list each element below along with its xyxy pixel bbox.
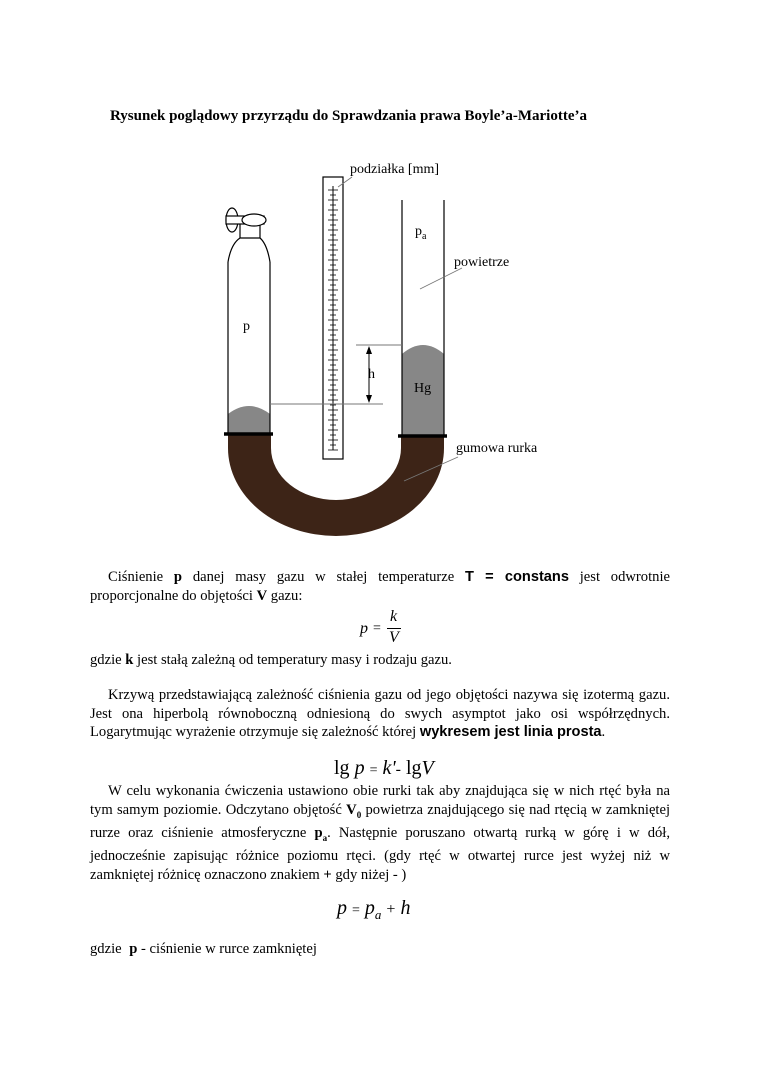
equation-p-equals-pa-plus-h: $p = p_a + h$ (337, 897, 411, 922)
atmospheric-pressure-label: $p_a$ (415, 224, 427, 242)
paragraph-boyle-law: Ciśnienie p danej masy gazu w stałej temperaturze T = constans jest odwrotnie proporcjonalne do objętości V gazu: (90, 569, 670, 604)
air-leader (420, 268, 462, 289)
figure-title: Rysunek poglądowy przyrządu do Sprawdzania prawa Boyle’a-Mariotte’a (110, 108, 587, 124)
air-label: powietrze (454, 255, 510, 270)
mercury-label: Hg (414, 381, 432, 396)
mercury-left (228, 406, 270, 434)
paragraph-k-definition: gdzie k jest stałą zależną od temperatury masy i rodzaju gazu. (90, 652, 452, 668)
scale-label: podziałka [mm] (350, 162, 440, 177)
paragraph-isotherm: Krzywą przedstawiającą zależność ciśnienia gazu od jego objętości nazywa się izotermą gazu. Jest ona hiperbolą równoboczną odniesioną do swych asymptot jako osi współrzędnych. Logarytmując wyrażenie otrzymuje się zależność której wykresem jest linia prosta. (90, 687, 670, 740)
paragraph-p-definition: gdzie p - ciśnienie w rurce zamkniętej (90, 941, 317, 957)
rubber-tube-label: gumowa rurka (456, 441, 538, 456)
pressure-label: p (243, 319, 250, 334)
paragraph-procedure: W celu wykonania ćwiczenia ustawiono obie rurki tak aby znajdująca się w nich rtęć była na tym samym poziomie. Odczytano objętość $V_0$ powietrza znajdującego się nad rtęcią w zamkniętej rurze oraz ciśnienie atmosferyczne $p_a$. Następnie poruszano otwartą rurką w górę i w dół, jednocześnie zapisując różnice poziomu rtęci. (gdy rtęć w otwartej rurce jest wyżej niż w zamkniętej różnicę oznaczono znakiem + gdy niżej - ) (90, 783, 671, 883)
h-arrow-head-bottom (366, 395, 372, 403)
height-difference-label: h (368, 367, 375, 382)
equation-logarithmic: lg p = k'- lgV (334, 757, 434, 779)
equation-p-equals-k-over-v: p = k V (360, 609, 420, 647)
h-arrow-head-top (366, 346, 372, 354)
